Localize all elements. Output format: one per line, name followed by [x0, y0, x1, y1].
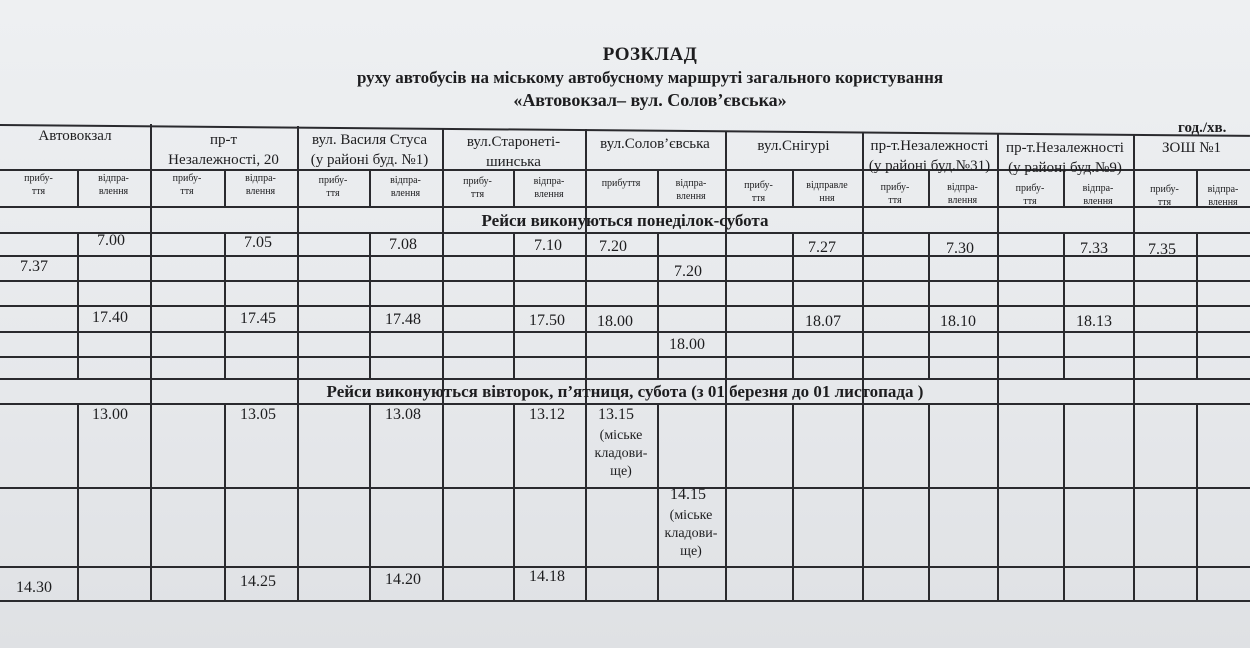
subheader-departure: відпра- влення	[947, 182, 978, 206]
route-name: «Автовокзал– вул. Солов’євська»	[513, 90, 787, 110]
subheader-departure: відпра- влення	[245, 173, 276, 197]
subheader-departure: відпра- влення	[533, 176, 565, 200]
document-title: РОЗКЛАД	[602, 44, 698, 65]
stop-header-1: Автовокзал	[38, 128, 112, 144]
time-cell: 14.18	[529, 568, 565, 585]
time-units: год./хв.	[1178, 120, 1227, 136]
subheader-arrival: прибу- ття	[744, 180, 773, 204]
subheader-arrival: прибу- ття	[172, 173, 202, 197]
subheader-arrival: прибу- ття	[1015, 183, 1045, 207]
time-cell: 7.33	[1080, 240, 1108, 257]
time-cell: 7.20	[674, 263, 702, 280]
subheader-departure: відпра- влення	[1082, 183, 1114, 207]
time-cell: 14.30	[16, 579, 52, 596]
document-subtitle: руху автобусів на міському автобусному маршруті загального користування	[356, 68, 944, 87]
subheader-arrival: прибуття	[601, 178, 641, 189]
time-cell: 14.20	[385, 571, 421, 588]
time-cell: 7.37	[20, 258, 48, 275]
time-cell: 13.15	[598, 406, 634, 423]
time-cell: 18.10	[940, 313, 976, 330]
time-cell: 17.48	[385, 311, 421, 328]
time-cell: 7.10	[534, 237, 562, 254]
cemetery-note: (міське кладови- ще)	[594, 428, 648, 479]
time-cell: 18.00	[597, 313, 633, 330]
time-cell: 7.27	[808, 239, 836, 256]
time-cell: 7.00	[97, 232, 125, 249]
subheader-departure: відпра- влення	[390, 175, 421, 199]
stop-header-6: вул.Снігурі	[757, 138, 830, 154]
time-cell: 14.15	[670, 486, 706, 503]
time-cell: 13.08	[385, 406, 421, 423]
subheader-arrival: прибу- ття	[463, 176, 492, 200]
time-cell: 13.00	[92, 406, 128, 423]
stop-header-3: вул. Василя Стуса (у районі буд. №1)	[310, 132, 429, 168]
subheader-departure: відпра- влення	[1207, 184, 1239, 208]
stop-header-5: вул.Солов’євська	[600, 136, 710, 152]
time-cell: 18.07	[805, 313, 841, 330]
time-cell: 7.08	[389, 236, 417, 253]
subheader-arrival: прибу- ття	[318, 175, 348, 199]
subheader-arrival: прибу- ття	[1150, 184, 1179, 208]
subheader-arrival: прибу- ття	[24, 173, 53, 197]
time-cell: 7.35	[1148, 241, 1176, 258]
time-cell: 17.40	[92, 309, 128, 326]
stop-header-8: пр-т.Незалежності (у районі буд.№9)	[1006, 140, 1124, 176]
subheader-departure: відправле ння	[806, 180, 848, 204]
time-cell: 14.25	[240, 573, 276, 590]
stop-header-7: пр-т.Незалежності (у районі буд.№31)	[868, 138, 991, 174]
time-cell: 7.05	[244, 234, 272, 251]
cemetery-note: (міське кладови- ще)	[664, 508, 718, 559]
subheader-arrival: прибу- ття	[880, 182, 910, 206]
time-cell: 13.05	[240, 406, 276, 423]
stop-header-4: вул.Старонеті- шинська	[466, 134, 561, 170]
subheader-departure: відпра- влення	[98, 173, 129, 197]
section-seasonal-title: Рейси виконуються вівторок, п’ятниця, субота (з 01 березня до 01 листопада )	[326, 382, 924, 401]
time-cell: 7.20	[599, 238, 627, 255]
section-weekday-title: Рейси виконуються понеділок-субота	[481, 211, 769, 230]
time-cell: 7.30	[946, 240, 974, 257]
subheader-departure: відпра- влення	[675, 178, 707, 202]
stop-header-2: пр-т Незалежності, 20	[168, 132, 279, 168]
time-cell: 18.13	[1076, 313, 1112, 330]
time-cell: 17.50	[529, 312, 565, 329]
stop-header-9: ЗОШ №1	[1161, 140, 1222, 156]
time-cell: 18.00	[669, 336, 705, 353]
time-cell: 17.45	[240, 310, 276, 327]
time-cell: 13.12	[529, 406, 565, 423]
